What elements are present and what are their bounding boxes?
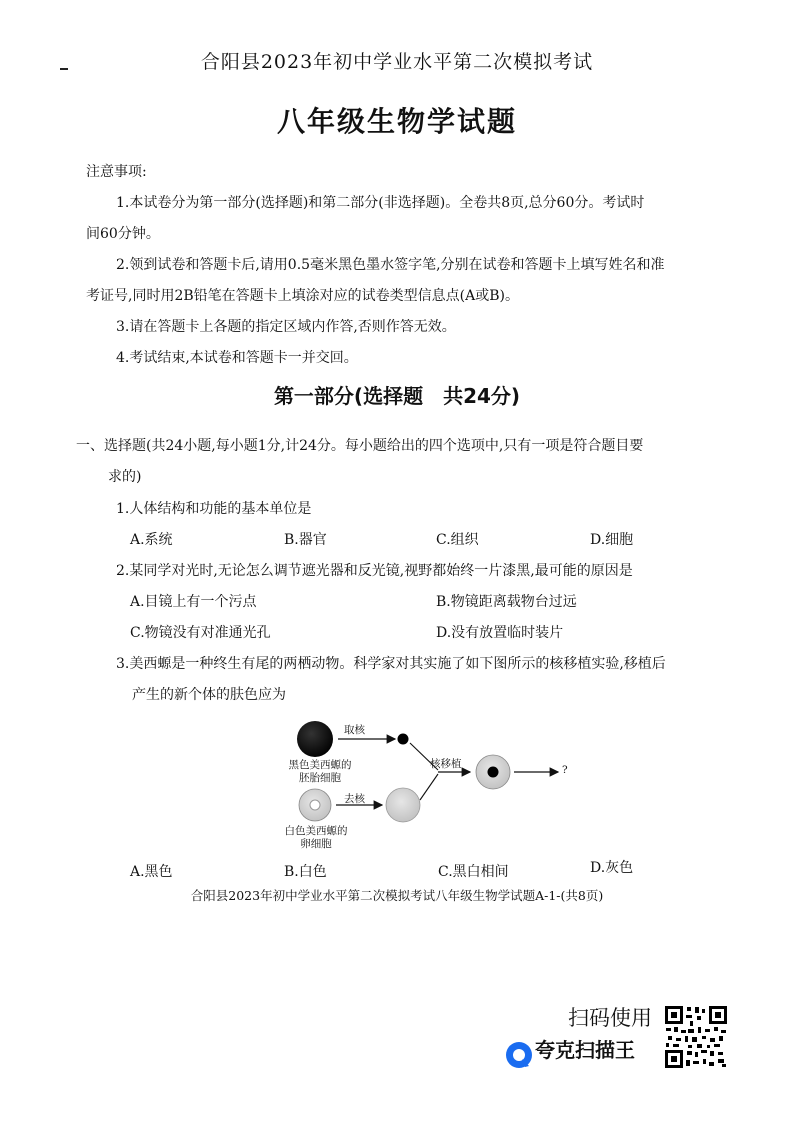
- label-black-cell-line-1: 黑色美西螈的: [288, 759, 352, 771]
- page-footer: 合阳县2023年初中学业水平第二次模拟考试八年级生物学试题A-1-(共8页): [190, 888, 604, 903]
- q2-option-a: A.目镜上有一个污点: [130, 594, 257, 610]
- q2-stem: 2.某同学对光时,无论怎么调节遮光器和反光镜,视野都始终一片漆黑,最可能的原因是: [116, 563, 633, 579]
- exam-header: 合阳县2023年初中学业水平第二次模拟考试: [200, 51, 594, 73]
- egg-nucleus: [310, 800, 320, 810]
- q1-stem: 1.人体结构和功能的基本单位是: [116, 501, 312, 517]
- q3-option-c: C.黑白相间: [438, 864, 509, 880]
- enucleated-egg-cell: [386, 788, 420, 822]
- q3-option-a: A.黑色: [130, 864, 173, 880]
- quark-logo-icon: [505, 1041, 533, 1069]
- qr-code-icon[interactable]: [664, 1005, 728, 1069]
- notice-item-1-line-2: 间60分钟。: [86, 226, 160, 242]
- part-intro-line-2: 求的): [108, 469, 142, 485]
- black-embryo-cell: [297, 721, 333, 757]
- page-title: 八年级生物学试题: [276, 105, 517, 138]
- extracted-nucleus: [398, 734, 409, 745]
- q1-option-d: D.细胞: [590, 532, 634, 548]
- label-transplant: 核移植: [430, 758, 462, 770]
- notice-item-2-line-2: 考证号,同时用2B铅笔在答题卡上填涂对应的试卷类型信息点(A或B)。: [86, 288, 519, 304]
- q3-option-d: D.灰色: [590, 860, 634, 876]
- notice-item-1-line-1: 1.本试卷分为第一部分(选择题)和第二部分(非选择题)。全卷共8页,总分60分。考试时: [116, 195, 645, 211]
- notice-item-3: 3.请在答题卡上各题的指定区域内作答,否则作答无效。: [116, 319, 456, 335]
- label-take-nucleus: 取核: [344, 724, 365, 736]
- q2-option-c: C.物镜没有对准通光孔: [130, 625, 271, 641]
- q2-option-b: B.物镜距离载物台过远: [436, 594, 577, 610]
- q1-option-c: C.组织: [436, 532, 479, 548]
- q3-stem-line-1: 3.美西螈是一种终生有尾的两栖动物。科学家对其实施了如下图所示的核移植实验,移植后: [116, 656, 666, 672]
- q3-stem-line-2: 产生的新个体的肤色应为: [132, 687, 286, 703]
- q2-option-d: D.没有放置临时装片: [436, 625, 564, 641]
- label-question: ?: [562, 764, 568, 776]
- section-title: 第一部分(选择题 共24分): [273, 384, 521, 408]
- label-black-cell-line-2: 胚胎细胞: [299, 772, 341, 784]
- q1-option-a: A.系统: [130, 532, 173, 548]
- scan-to-use-text: 扫码使用: [568, 1006, 652, 1030]
- reconstructed-nucleus: [488, 767, 499, 778]
- q3-option-b: B.白色: [284, 864, 327, 880]
- label-remove-nucleus: 去核: [344, 793, 365, 805]
- notice-heading: 注意事项:: [86, 164, 147, 180]
- notice-item-4: 4.考试结束,本试卷和答题卡一并交回。: [116, 350, 358, 366]
- notice-item-2-line-1: 2.领到试卷和答题卡后,请用0.5毫米黑色墨水签字笔,分别在试卷和答题卡上填写姓名和准: [116, 257, 665, 273]
- app-name: 夸克扫描王: [535, 1038, 635, 1062]
- q1-option-b: B.器官: [284, 532, 327, 548]
- label-white-cell-line-2: 卵细胞: [300, 838, 332, 850]
- part-intro-line-1: 一、选择题(共24小题,每小题1分,计24分。每小题给出的四个选项中,只有一项是符合题目要: [76, 438, 644, 454]
- merge-line-bottom: [420, 774, 438, 800]
- label-white-cell-line-1: 白色美西螈的: [284, 825, 348, 837]
